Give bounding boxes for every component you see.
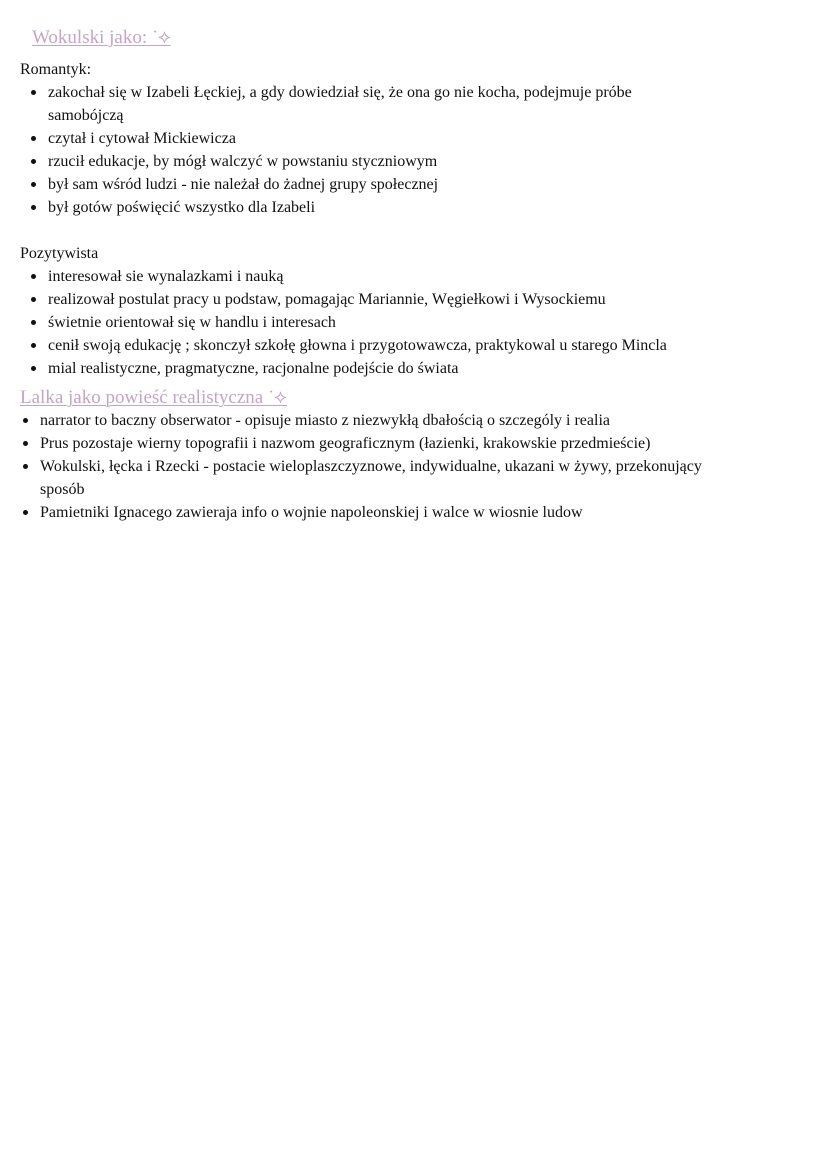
list-item [48, 173, 708, 196]
label-romantyk: Romantyk: [20, 61, 92, 78]
list-item-text: cenił swoją edukację ; skonczył szkołę głowna i przygotowawcza, praktykowal u starego Mincla [48, 337, 667, 354]
list-item-text: narrator to baczny obserwator - opisuje miasto z niezwykłą dbałością o szczególy i realia [40, 412, 610, 429]
list-item-text: czytał i cytował Mickiewicza [48, 130, 236, 147]
list-item-text: interesował sie wynalazkami i nauką [48, 268, 284, 285]
list-item [48, 196, 708, 219]
list-item-text: realizował postulat pracy u podstaw, pomagając Mariannie, Węgiełkowi i Wysockiemu [48, 291, 606, 308]
list-item [48, 334, 748, 357]
list-pozytywista [48, 265, 748, 380]
list-item-text: zakochał się w Izabeli Łęckiej, a gdy dowiedział się, że ona go nie kocha, podejmuje próbe samobójczą [48, 84, 632, 124]
list-lalka [40, 409, 720, 524]
list-item [48, 311, 748, 334]
list-item [48, 81, 708, 127]
heading-lalka-realistyczna: Lalka jako powieść realistyczna ˙⟡ [20, 387, 287, 408]
bullet-dot-icon [31, 159, 36, 164]
list-item [48, 357, 748, 380]
list-item-text: Prus pozostaje wierny topografii i nazwom geograficznym (łazienki, krakowskie przedmieście) [40, 435, 651, 452]
list-item [40, 455, 720, 501]
list-item [48, 265, 748, 288]
list-romantyk [48, 81, 708, 219]
bullet-dot-icon [23, 510, 28, 515]
bullet-dot-icon [31, 366, 36, 371]
list-item-text: Pamietniki Ignacego zawieraja info o wojnie napoleonskiej i walce w wiosnie ludow [40, 504, 583, 521]
bullet-dot-icon [31, 90, 36, 95]
list-item [48, 288, 748, 311]
list-item-text: rzucił edukacje, by mógł walczyć w powstaniu styczniowym [48, 153, 438, 170]
bullet-dot-icon [23, 464, 28, 469]
label-pozytywista: Pozytywista [20, 245, 99, 262]
list-item-text: Wokulski, łęcka i Rzecki - postacie wieloplaszczyznowe, indywidualne, ukazani w żywy, przekonujący sposób [40, 458, 702, 498]
list-item-text: był gotów poświęcić wszystko dla Izabeli [48, 199, 316, 216]
list-item-text: mial realistyczne, pragmatyczne, racjonalne podejście do świata [48, 360, 459, 377]
bullet-dot-icon [31, 320, 36, 325]
bullet-dot-icon [23, 418, 28, 423]
list-item [40, 409, 720, 432]
bullet-dot-icon [31, 136, 36, 141]
list-item-text: świetnie orientował się w handlu i interesach [48, 314, 336, 331]
list-item [48, 127, 708, 150]
list-item [40, 501, 720, 524]
list-item [40, 432, 720, 455]
bullet-dot-icon [31, 274, 36, 279]
bullet-dot-icon [23, 441, 28, 446]
bullet-dot-icon [31, 343, 36, 348]
bullet-dot-icon [31, 182, 36, 187]
list-item-text: był sam wśród ludzi - nie należał do żadnej grupy społecznej [48, 176, 439, 193]
list-item [48, 150, 708, 173]
bullet-dot-icon [31, 297, 36, 302]
bullet-dot-icon [31, 205, 36, 210]
heading-wokulski-jako: Wokulski jako: ˙⟡ [32, 27, 171, 48]
